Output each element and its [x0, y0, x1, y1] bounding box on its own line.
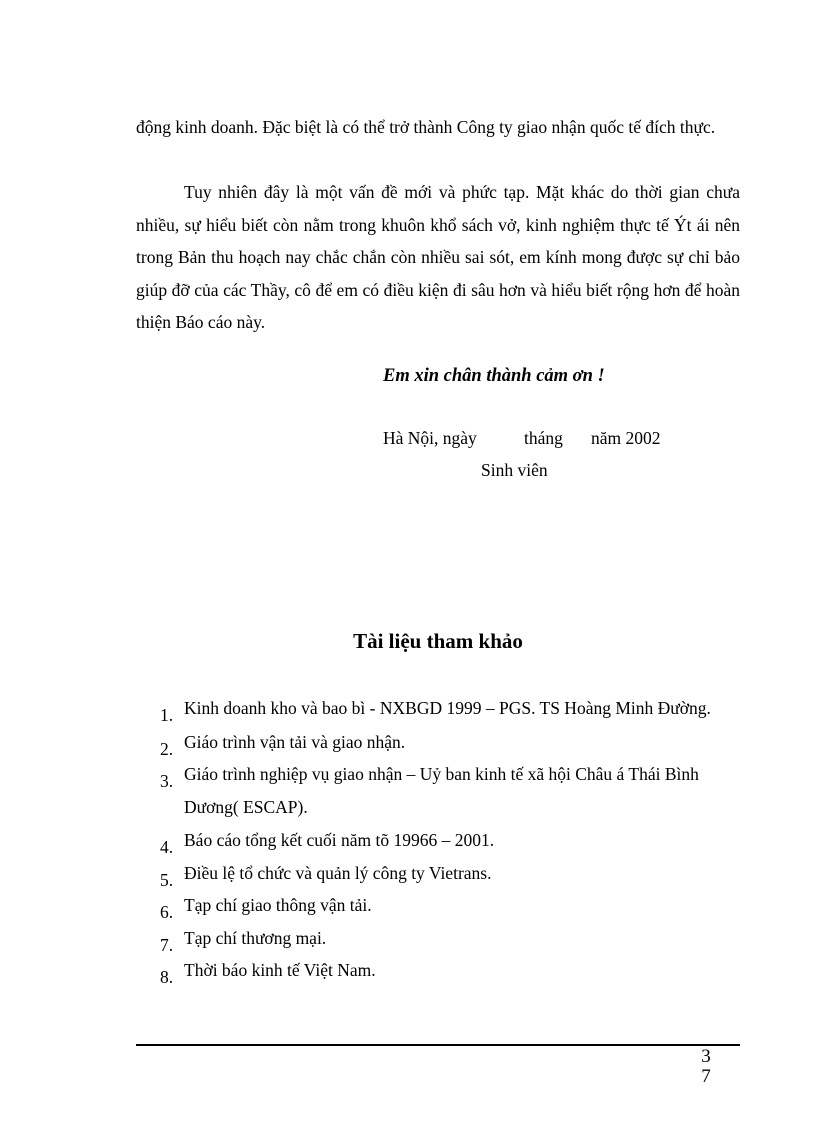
list-item-number: 1. — [160, 705, 174, 725]
page-number-line-1: 3 — [701, 1046, 711, 1067]
list-item — [160, 692, 720, 725]
list-item — [160, 758, 720, 823]
list-item-text: Thời báo kinh tế Việt Nam. — [184, 960, 376, 980]
list-item — [160, 857, 720, 890]
list-item-text: Giáo trình nghiệp vụ giao nhận – Uỷ ban kinh tế xã hội Châu á Thái Bình Dương( ESCAP). — [184, 764, 699, 817]
place-date-year: năm 2002 — [591, 428, 661, 448]
list-item-number: 8. — [160, 967, 174, 987]
list-item — [160, 824, 720, 857]
place-date-line — [383, 428, 661, 449]
list-item — [160, 954, 720, 987]
list-item-text: Tạp chí giao thông vận tải. — [184, 895, 372, 915]
list-item-text: Giáo trình vận tải và giao nhận. — [184, 731, 406, 752]
page-number-line-2: 7 — [701, 1066, 711, 1087]
page-number — [698, 1047, 714, 1087]
list-item-number: 6. — [160, 902, 174, 922]
place-date-month: tháng — [524, 428, 563, 448]
list-item-number: 7. — [160, 934, 174, 955]
footer-rule — [136, 1044, 740, 1046]
closing-thanks: Em xin chân thành cảm ơn ! — [383, 366, 605, 386]
list-item-number: 4. — [160, 837, 174, 857]
list-item-text: Báo cáo tổng kết cuối năm tõ 19966 – 2001. — [184, 830, 495, 850]
references-list — [160, 692, 720, 987]
list-item-text: Kinh doanh kho và bao bì - NXBGD 1999 – PGS. TS Hoàng Minh Đường. — [184, 698, 711, 718]
list-item — [160, 726, 720, 759]
list-item-text: Điều lệ tổ chức và quản lý công ty Vietrans. — [184, 862, 492, 883]
signer-label: Sinh viên — [481, 460, 548, 480]
body-paragraph-2: Tuy nhiên đây là một vấn đề mới và phức tạp. Mặt khác do thời gian chưa nhiều, sự hiểu biết còn nằm trong khuôn khổ sách vở, kinh nghiệm thực tế Ýt ái nên trong Bản thu hoạch nay chắc chắn còn nhiều sai sót, em kính mong được sự chỉ bảo giúp đỡ của các Thầy, cô để em có điều kiện đi sâu hơn và hiểu biết rộng hơn để hoàn thiện Báo cáo này. — [136, 182, 740, 332]
list-item — [160, 889, 720, 922]
list-item-text: Tạp chí thương mại. — [184, 927, 327, 948]
place-date-place: Hà Nội, ngày — [383, 428, 477, 448]
body-paragraph-1: động kinh doanh. Đặc biệt là có thể trở thành Công ty giao nhận quốc tế đích thực. — [136, 117, 716, 137]
references-heading: Tài liệu tham khảo — [353, 629, 523, 653]
list-item-number: 5. — [160, 869, 174, 890]
list-item-number: 2. — [160, 738, 174, 759]
list-item-number: 3. — [160, 771, 174, 791]
list-item — [160, 922, 720, 955]
